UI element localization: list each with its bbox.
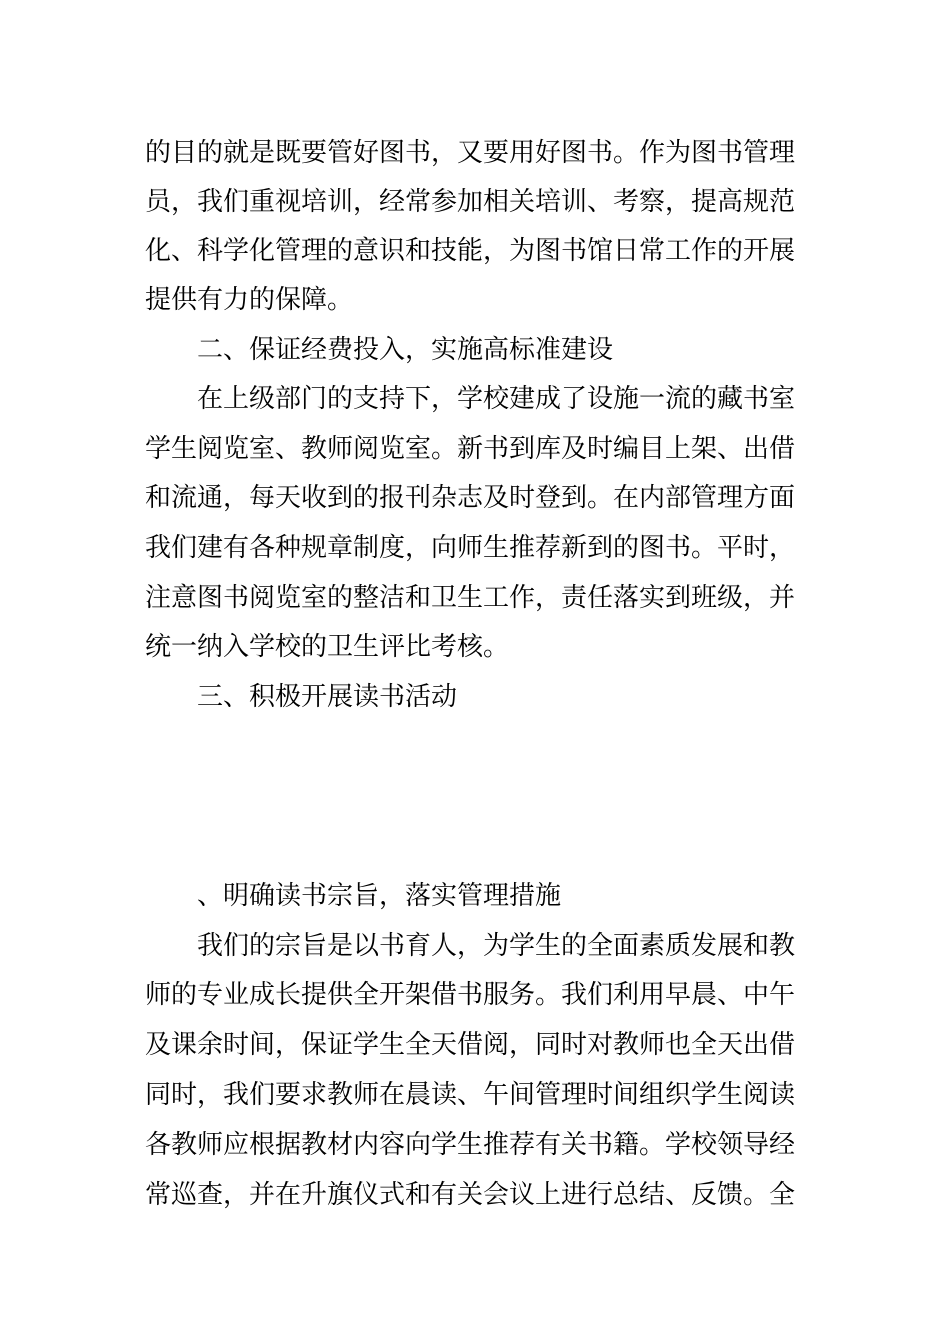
section-heading: 三、积极开展读书活动 [197,682,458,712]
paragraph-line: 同时，我们要求教师在晨读、午间管理时间组织学生阅读 [145,1080,796,1110]
paragraph-line: 和流通，每天收到的报刊杂志及时登到。在内部管理方面 [145,483,796,513]
paragraph-line: 的目的就是既要管好图书，又要用好图书。作为图书管理 [145,138,796,168]
paragraph-line: 师的专业成长提供全开架借书服务。我们利用早晨、中午 [145,980,796,1010]
section-heading: 二、保证经费投入，实施高标准建设 [197,335,614,365]
paragraph-line: 常巡查，并在升旗仪式和有关会议上进行总结、反馈。全 [145,1180,796,1210]
paragraph-line: 注意图书阅览室的整洁和卫生工作，责任落实到班级，并 [145,583,796,613]
paragraph-line: 我们建有各种规章制度，向师生推荐新到的图书。平时， [145,533,796,563]
paragraph-line: 提供有力的保障。 [145,285,354,315]
paragraph-line: 我们的宗旨是以书育人，为学生的全面素质发展和教 [197,931,796,961]
paragraph-line: 及课余时间，保证学生全天借阅，同时对教师也全天出借 [145,1030,796,1060]
paragraph-line: 统一纳入学校的卫生评比考核。 [145,632,510,662]
paragraph-line: 在上级部门的支持下，学校建成了设施一流的藏书室 [197,384,796,414]
paragraph-line: 学生阅览室、教师阅览室。新书到库及时编目上架、出借 [145,434,796,464]
paragraph-line: 化、科学化管理的意识和技能，为图书馆日常工作的开展 [145,236,796,266]
paragraph-line: 员，我们重视培训，经常参加相关培训、考察，提高规范 [145,187,796,217]
subsection-heading: 、明确读书宗旨，落实管理措施 [197,881,562,911]
paragraph-line: 各教师应根据教材内容向学生推荐有关书籍。学校领导经 [145,1130,796,1160]
